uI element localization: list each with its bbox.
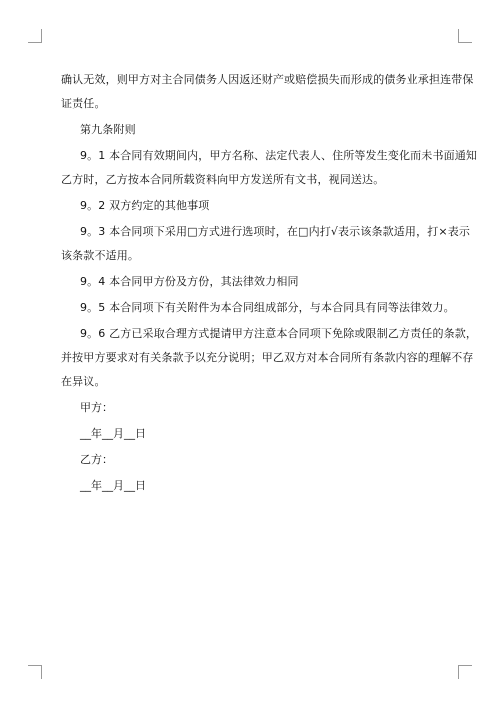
crop-mark-bottom-right-v bbox=[458, 665, 459, 679]
text-line: 并按甲方要求对有关条款予以充分说明；甲乙双方对本合同所有条款内容的理解不存 bbox=[61, 351, 474, 364]
crop-mark-top-left-h bbox=[28, 42, 42, 43]
crop-mark-top-right-h bbox=[458, 42, 472, 43]
text-line: 9。3 本合同项下采用□方式进行选项时，在□内打√表示该条款适用，打×表示 bbox=[80, 225, 471, 238]
text-line: 确认无效，则甲方对主合同债务人因返还财产或赔偿损失而形成的债务业承担连带保 bbox=[61, 73, 474, 86]
text-line: 9。1 本合同有效期间内，甲方名称、法定代表人、住所等发生变化而未书面通知 bbox=[80, 149, 478, 162]
crop-mark-bottom-left-h bbox=[28, 665, 42, 666]
text-line: 在异议。 bbox=[61, 375, 106, 388]
document-body bbox=[61, 68, 478, 498]
text-line: 9。4 本合同甲方份及方份，其法律效力相同 bbox=[80, 275, 299, 288]
article-heading: 第九条附则 bbox=[80, 123, 136, 136]
crop-mark-top-left-v bbox=[41, 29, 42, 43]
text-line: 9。5 本合同项下有关附件为本合同组成部分，与本合同具有同等法律效力。 bbox=[80, 301, 455, 314]
party-b-date: __年__月__日 bbox=[80, 479, 146, 492]
party-a-date: __年__月__日 bbox=[80, 427, 146, 440]
crop-mark-top-right-v bbox=[458, 29, 459, 43]
party-b-label: 乙方： bbox=[80, 453, 113, 466]
text-line: 9。6 乙方已采取合理方式提请甲方注意本合同项下免除或限制乙方责任的条款， bbox=[80, 327, 478, 340]
text-line: 证责任。 bbox=[61, 97, 106, 110]
text-line: 该条款不适用。 bbox=[61, 249, 140, 262]
party-a-label: 甲方： bbox=[80, 401, 113, 414]
crop-mark-bottom-right-h bbox=[458, 665, 472, 666]
text-line: 9。2 双方约定的其他事项 bbox=[80, 199, 210, 212]
crop-mark-bottom-left-v bbox=[41, 665, 42, 679]
text-line: 乙方时，乙方按本合同所载资料向甲方发送所有文书，视同送达。 bbox=[61, 173, 385, 186]
